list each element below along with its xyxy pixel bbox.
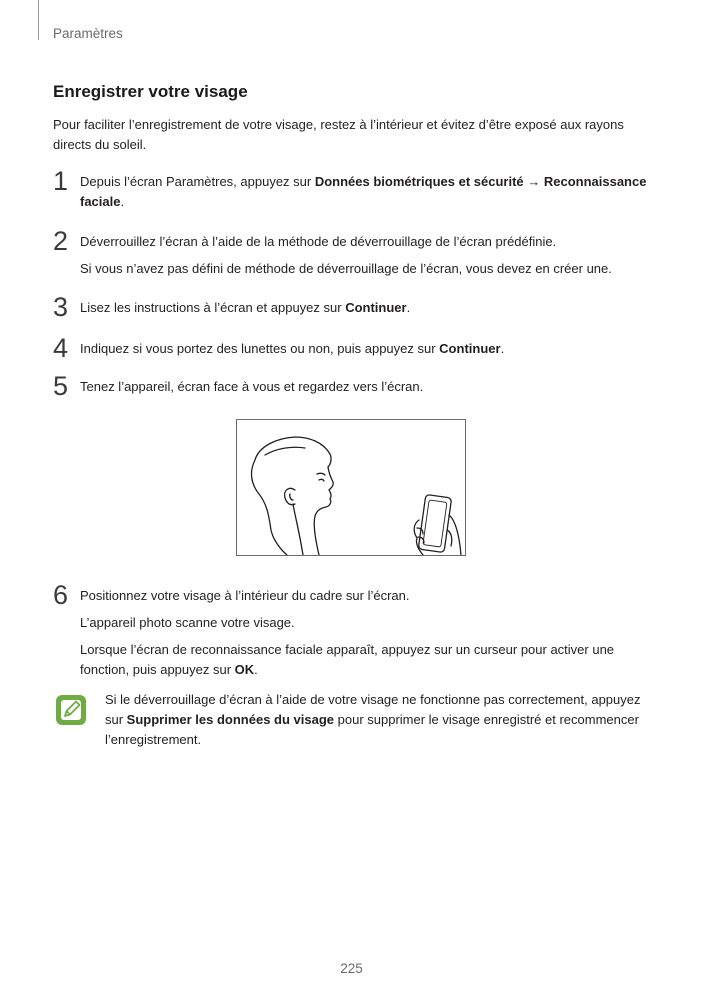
step-line: Positionnez votre visage à l’intérieur du cadre sur l’écran. (80, 588, 410, 603)
page-number: 225 (340, 961, 363, 976)
note-text (105, 690, 660, 750)
note-text-plain: Si le déverrouillage d’écran à l’aide de votre visage ne fonctionne pas correctement, appuyez sur (105, 692, 641, 727)
path-arrow: → (523, 174, 544, 189)
person-holding-phone-icon (237, 420, 465, 555)
step-text (80, 377, 660, 404)
step-text (80, 298, 660, 325)
step-number: 6 (53, 580, 69, 610)
page-title: Enregistrer votre visage (53, 82, 248, 101)
step-text-plain: Indiquez si vous portez des lunettes ou non, puis appuyez sur (80, 341, 440, 356)
step-number: 5 (53, 371, 69, 401)
step-number: 1 (53, 166, 69, 196)
step-text-plain: Depuis l’écran Paramètres, appuyez sur (80, 174, 315, 189)
ok-label: OK (234, 662, 255, 677)
step-text-plain: . (254, 662, 258, 677)
note-text-plain: pour supprimer le visage enregistré et recommencer l’enregistrement. (105, 712, 639, 747)
menu-path-face-recognition: Reconnaissance faciale (80, 174, 647, 209)
step-number: 2 (53, 226, 69, 256)
menu-path-biometrics: Données biométriques et sécurité (314, 174, 524, 189)
continue-label: Continuer (345, 300, 407, 315)
section-header: Paramètres (53, 26, 123, 41)
step-text-plain: . (120, 194, 125, 209)
step-line: Déverrouillez l’écran à l’aide de la méthode de déverrouillage de l’écran prédéfinie. (80, 234, 557, 249)
step-text-plain: . (500, 341, 505, 356)
step-number: 3 (53, 292, 69, 322)
step-number: 4 (53, 333, 69, 363)
step-text (80, 339, 660, 366)
intro-paragraph: Pour faciliter l’enregistrement de votre visage, restez à l’intérieur et évitez d’être exposé aux rayons directs du soleil. (53, 117, 624, 152)
step-text-plain: Lorsque l’écran de reconnaissance faciale apparaît, appuyez sur un curseur pour activer une fonction, puis appuyez sur (80, 642, 615, 677)
margin-rule (38, 0, 39, 40)
step-text (80, 586, 660, 687)
step-text-plain: Lisez les instructions à l’écran et appuyez sur (80, 300, 346, 315)
step-line: L’appareil photo scanne votre visage. (80, 615, 295, 630)
face-scan-illustration (236, 419, 466, 556)
note-pencil-icon (55, 694, 87, 726)
continue-label: Continuer (439, 341, 501, 356)
step-text (80, 232, 660, 286)
step-line: Si vous n’avez pas défini de méthode de déverrouillage de l’écran, vous devez en créer une. (80, 261, 612, 276)
delete-face-data-label: Supprimer les données du visage (126, 712, 335, 727)
step-line: Tenez l’appareil, écran face à vous et regardez vers l’écran. (80, 379, 424, 394)
step-text-plain: . (406, 300, 411, 315)
step-text (80, 172, 660, 219)
